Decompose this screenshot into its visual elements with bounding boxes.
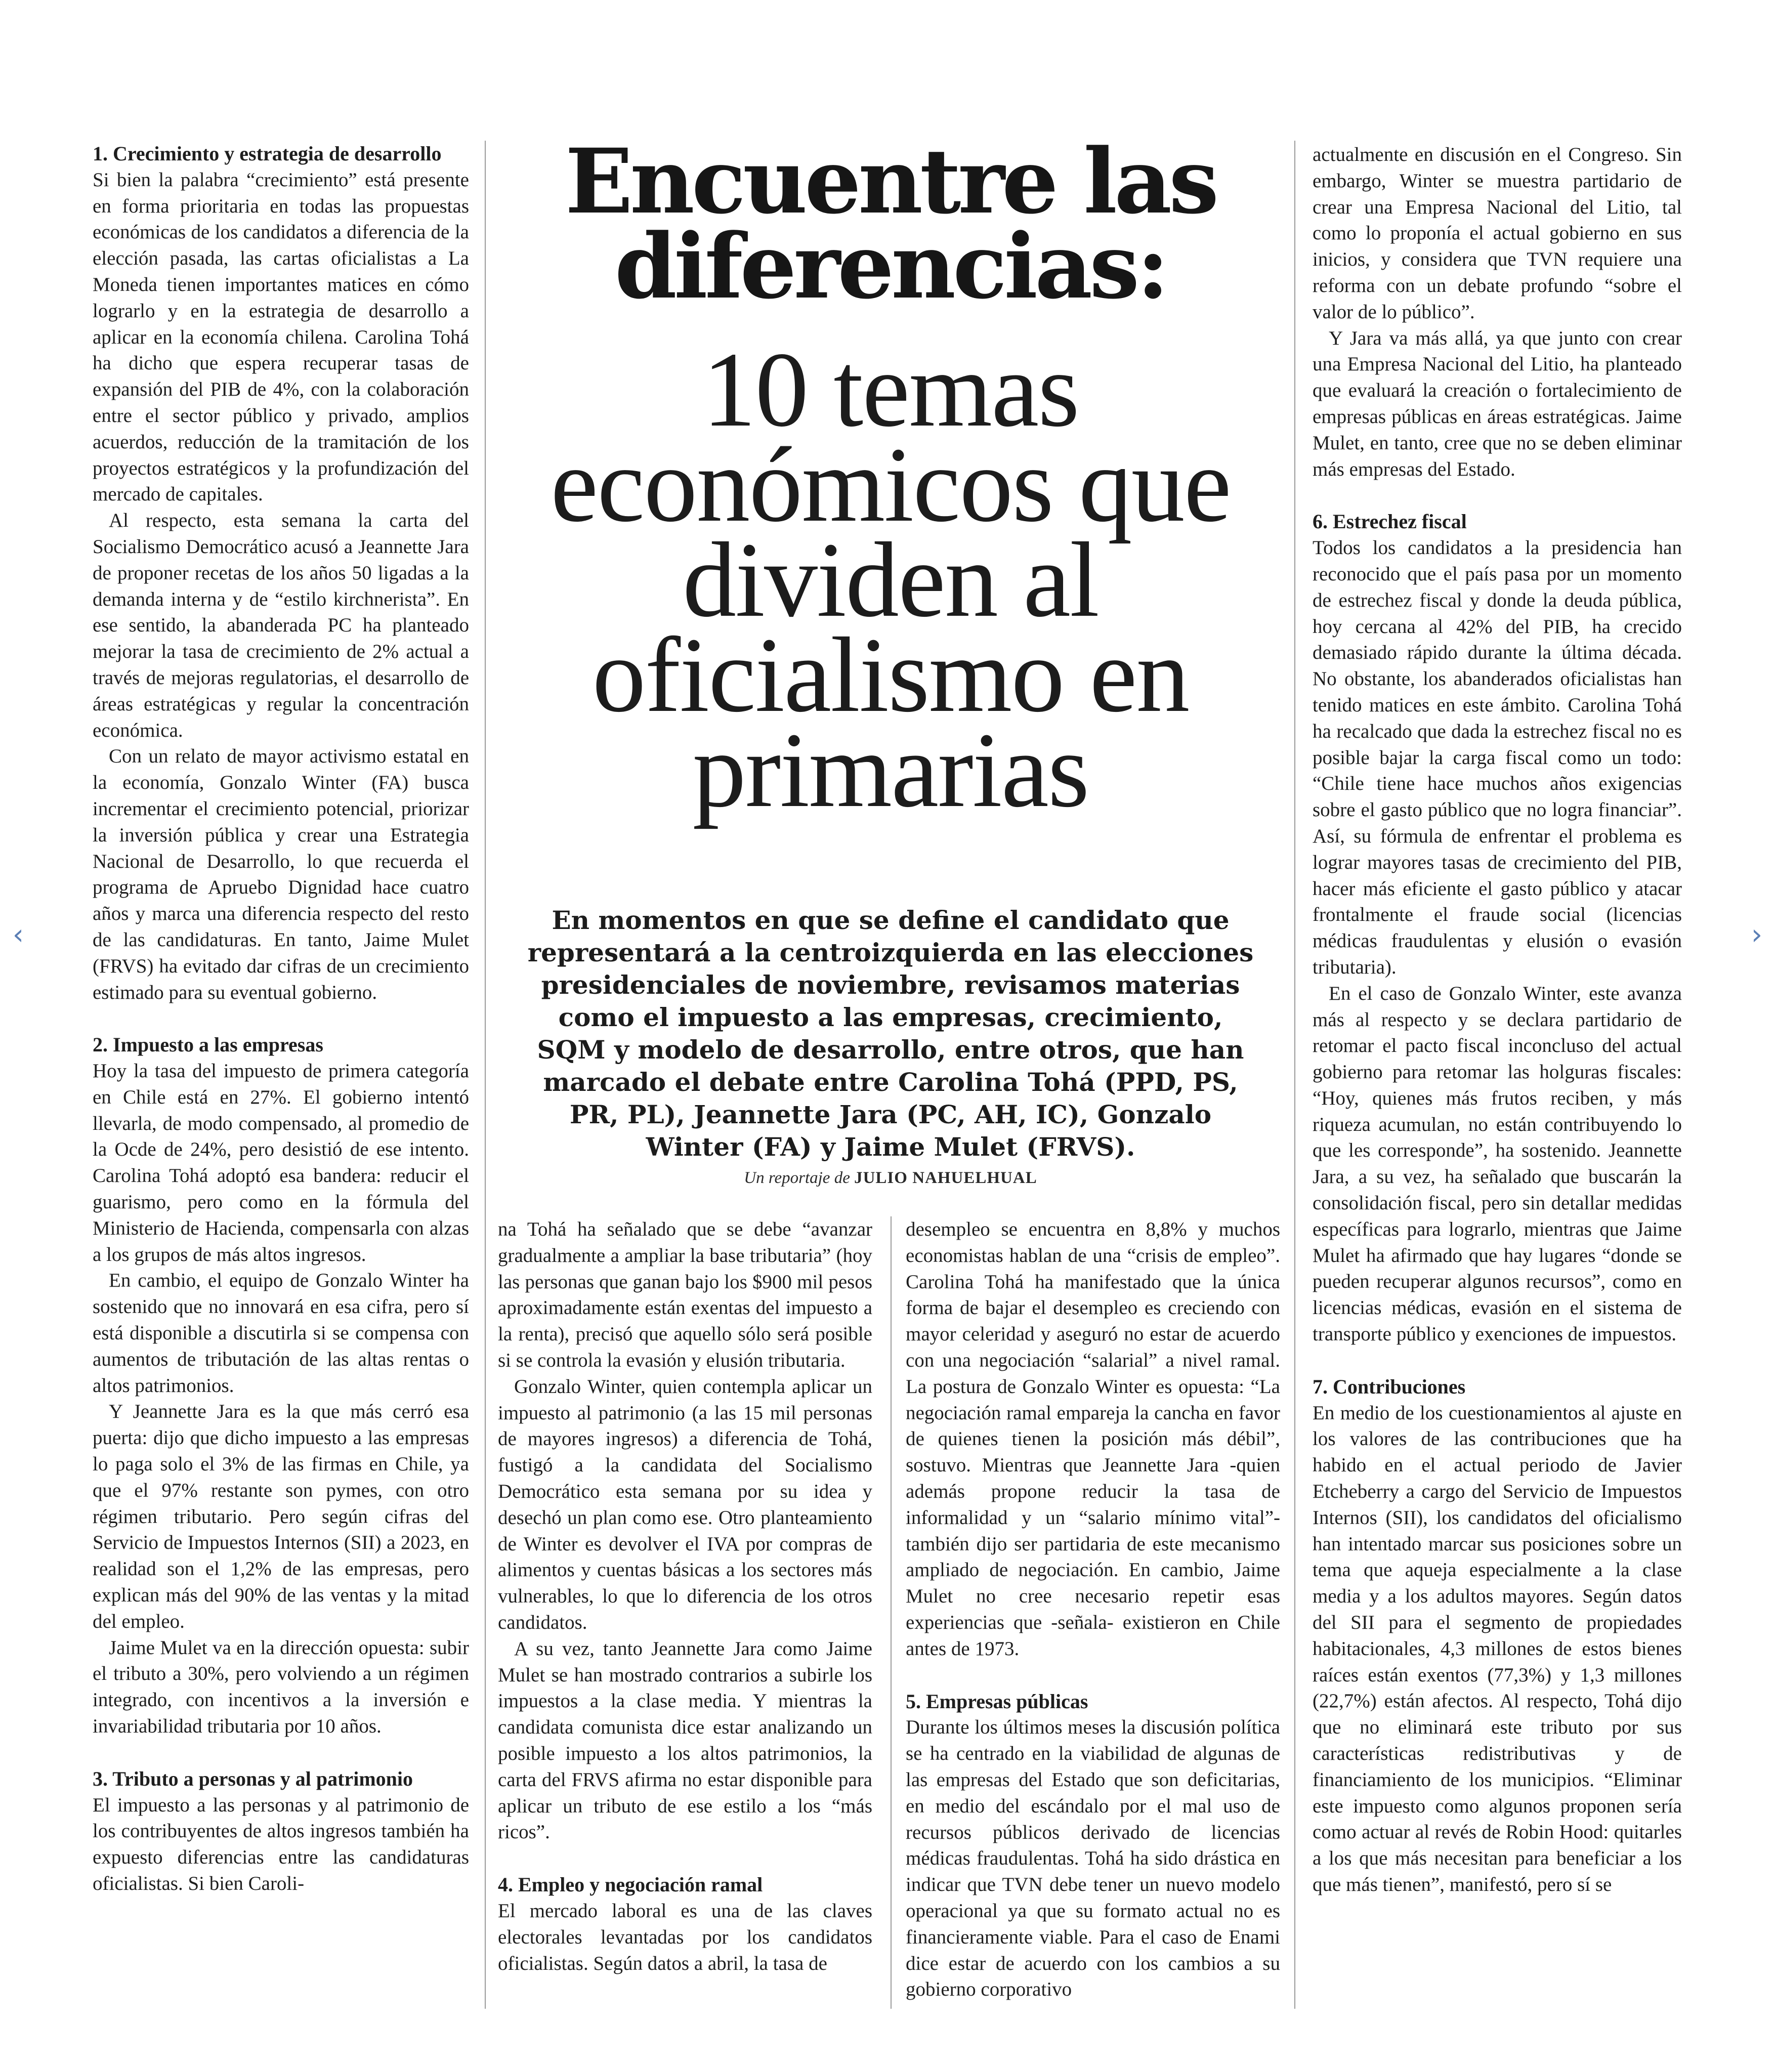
section-4-paragraph: desempleo se encuentra en 8,8% y muchos economistas hablan de una “crisis de empleo”. Carolina Tohá ha manifestado que la única forma de bajar el desempleo es creciendo con mayor celeridad y aseguró no estar de acuerdo con una negociación “salarial” a nivel ramal. La postura de Gonzalo Winter es opuesta: “La negociación ramal empareja la cancha en favor de quienes tienen la posición más débil”, sostuvo. Mientras que Jeannette Jara -quien además propone reducir la tasa de informalidad y un “salario mínimo vital”- también dijo ser partidaria de este mecanismo ampliado de negociación. En cambio, Jaime Mulet no cree necesario repetir esas experiencias que -señala- existieron en Chile antes de 1973. <box>906 1218 1280 1660</box>
article-column-2 <box>498 1216 872 2004</box>
byline-prefix: Un reportaje de <box>744 1169 850 1187</box>
section-4-paragraph: El mercado laboral es una de las claves electorales levantadas por los candidatos oficialistas. Según datos a abril, la tasa de <box>498 1899 872 1974</box>
next-page-chevron-icon[interactable]: › <box>1751 918 1763 951</box>
section-2-paragraph: Y Jeannette Jara es la que más cerró esa puerta: dijo que dicho impuesto a las empresas lo paga solo el 3% de las firmas en Chile, ya que el 97% restante son pymes, con otro régimen tributario. Pero según cifras del Servicio de Impuestos Internos (SII) a 2023, en realidad son el 1,2% de las empresas, pero explican más del 90% de las ventas y la mitad del empleo. <box>93 1401 469 1632</box>
section-6-paragraph: En el caso de Gonzalo Winter, este avanza más al respecto y se declara partidario de retomar el pacto fiscal inconcluso del actual gobierno para retomar las holguras fiscales: “Hoy, quienes más frutos reciben, y más riqueza acumulan, no están contribuyendo lo que les corresponde”, ha sostenido. Jeannette Jara, a su vez, ha señalado que buscarán la consolidación fiscal, pero sin detallar medidas específicas para lograrlo, mientras que Jaime Mulet ha afirmado que hay lugares “donde se pueden recuperar algunos recursos”, como en licencias médicas, evasión en el sistema de transporte público y exenciones de impuestos. <box>1313 982 1682 1345</box>
section-6-paragraph: Todos los candidatos a la presidencia han reconocido que el país pasa por un momento de estrechez fiscal y donde la deuda pública, hoy cercana al 42% del PIB, ha crecido demasiado rápido durante la última década. No obstante, los abanderados oficialistas han tenido matices en este ámbito. Carolina Tohá ha recalcado que dada la estrechez fiscal no es posible bajar la carga fiscal como un todo: “Chile tiene hace muchos años exigencias sobre el gasto público que no logra financiar”. Así, su fórmula de enfrentar el problema es lograr mayores tasas de crecimiento del PIB, hacer más eficiente el gasto público y atacar frontalmente el fraude social (licencias médicas fraudulentas y elusión o evasión tributaria). <box>1313 537 1682 978</box>
byline-author: JULIO NAHUELHUAL <box>854 1169 1037 1187</box>
column-rule-1 <box>485 141 486 2009</box>
section-3-paragraph: na Tohá ha señalado que se debe “avanzar gradualmente a ampliar la base tributaria” (hoy las personas que ganan bajo los $900 mil pesos aproximadamente están exentas del impuesto a la renta), precisó que aquello sólo será posible si se controla la evasión y elusión tributaria. <box>498 1218 872 1371</box>
article-column-1 <box>93 141 469 2003</box>
section-3-paragraph: Gonzalo Winter, quien contempla aplicar un impuesto al patrimonio (a las 15 mil personas de mayores ingresos) a diferencia de Tohá, fustigó a la candidata del Socialismo Democrático esta semana por su idea y desechó un plan como ese. Otro planteamiento de Winter es devolver el IVA por compras de alimentos y cuentas básicas a los sectores más vulnerables, lo que lo diferencia de los otros candidatos. <box>498 1375 872 1633</box>
column-rule-2 <box>891 1216 892 2009</box>
section-1-paragraph: Al respecto, esta semana la carta del Socialismo Democrático acusó a Jeannette Jara de proponer recetas de los años 50 ligadas a la demanda interna y de “estilo kirchnerista”. En ese sentido, la abanderada PC ha planteado mejorar la tasa de crecimiento de 2% actual a través de mejoras regulatorias, el desarrollo de áreas estratégicas y regular la concentración económica. <box>93 510 469 741</box>
section-2-paragraph: Jaime Mulet va en la dirección opuesta: subir el tributo a 30%, pero volviendo a un régimen integrado, con incentivos a la inversión e invariabilidad tributaria por 10 años. <box>93 1636 469 1738</box>
column-rule-3 <box>1294 141 1295 2009</box>
section-4-title: 4. Empleo y negociación ramal <box>498 1873 763 1896</box>
headline: Encuentre las diferencias: <box>565 129 1216 319</box>
section-3-paragraph: A su vez, tanto Jeannette Jara como Jaime Mulet se han mostrado contrarios a subirle los impuestos a la clase media. Y mientras la candidata comunista dice estar analizando un posible impuesto a los altos patrimonios, la carta del FRVS afirma no estar disponible para aplicar un tributo de ese estilo a los “más ricos”. <box>498 1637 872 1843</box>
section-1-title: 1. Crecimiento y estrategia de desarrollo <box>93 142 442 165</box>
section-6-title: 6. Estrechez fiscal <box>1313 510 1467 533</box>
byline <box>501 1167 1280 1189</box>
article-deck: En momentos en que se define el candidato que representará a la centroizquierda en las elecciones presidenciales de noviembre, revisamos materias como el impuesto a las empresas, crecimiento, SQM y modelo de desarrollo, entre otros, que han marcado el debate entre Carolina Tohá (PPD, PS, PR, PL), Jeannette Jara (PC, AH, IC), Gonzalo Winter (FA) y Jaime Mulet (FRVS). <box>527 905 1254 1162</box>
section-5-paragraph: Durante los últimos meses la discusión política se ha centrado en la viabilidad de algunas de las empresas del Estado que son deficitarias, en medio del escándalo por el mal uso de recursos públicos derivado de licencias médicas fraudulentas. Tohá ha sido drástica en indicar que TVN debe tener un nuevo modelo operacional ya que su formato actual no es financieramente viable. Para el caso de Enami dice estar de acuerdo con los cambios a su gobierno corporativo <box>906 1716 1280 2001</box>
section-1-paragraph: Con un relato de mayor activismo estatal en la economía, Gonzalo Winter (FA) busca incrementar el crecimiento potencial, priorizar la inversión pública y crear una Estrategia Nacional de Desarrollo, lo que recuerda el programa de Apruebo Dignidad hace cuatro años y marca una diferencia respecto del resto de las candidaturas. En tanto, Jaime Mulet (FRVS) ha evitado dar cifras de un crecimiento estimado para su eventual gobierno. <box>93 745 469 1003</box>
section-2-paragraph: En cambio, el equipo de Gonzalo Winter ha sostenido que no innovará en esa cifra, pero sí está disponible a discutirla si se compensa con aumentos de tributación de las altas rentas o altos patrimonios. <box>93 1270 469 1397</box>
section-2-paragraph: Hoy la tasa del impuesto de primera categoría en Chile está en 27%. El gobierno intentó llevarla, de modo compensado, al promedio de la Ocde de 24%, pero desistió de ese intento. Carolina Tohá adoptó esa bandera: reducir el guarismo, pero como en la fórmula del Ministerio de Hacienda, compensarla con alzas a los grupos de más altos ingresos. <box>93 1060 469 1265</box>
article-column-3 <box>906 1216 1280 2004</box>
section-7-paragraph: En medio de los cuestionamientos al ajuste en los valores de las contribuciones que ha habido en el actual periodo de Javier Etcheberry a cargo del Servicio de Impuestos Internos (SII), los candidatos del oficialismo han intentado marcar sus posiciones sobre un tema que aqueja especialmente a la clase media y a los adultos mayores. Según datos del SII para el segmento de propiedades habitacionales, 4,3 millones de estos bienes raíces están exentos (77,3%) y 1,3 millones (22,7%) están afectos. Al respecto, Tohá dijo que no eliminará este tributo por sus características redistributivas y de financiamiento de los municipios. “Eliminar este impuesto como algunos proponen sería como actuar al revés de Robin Hood: quitarles a los que más necesitan para beneficiar a los que más tienen”, manifestó, pero sí se <box>1313 1402 1682 1895</box>
prev-page-chevron-icon[interactable]: ‹ <box>12 918 24 951</box>
section-3-paragraph: El impuesto a las personas y al patrimonio de los contribuyentes de altos ingresos también ha expuesto diferencias entre las candidaturas oficialistas. Si bien Caroli- <box>93 1794 469 1894</box>
section-3-title: 3. Tributo a personas y al patrimonio <box>93 1767 413 1790</box>
section-7-title: 7. Contribuciones <box>1313 1375 1466 1398</box>
article-column-4 <box>1313 142 1682 2004</box>
section-5-paragraph: Y Jara va más allá, ya que junto con crear una Empresa Nacional del Litio, ha planteado que evaluará la creación o fortalecimiento de empresas públicas en áreas estratégicas. Jaime Mulet, en tanto, cree que no se deben eliminar más empresas del Estado. <box>1313 327 1682 480</box>
section-1-paragraph: Si bien la palabra “crecimiento” está presente en forma prioritaria en todas las propuestas económicas de los candidatos a diferencia de la elección pasada, las cartas oficialistas a La Moneda tienen importantes matices en cómo lograrlo y en la estrategia de desarrollo a aplicar en la economía chilena. Carolina Tohá ha dicho que espera recuperar tasas de expansión del PIB de 4%, con la colaboración entre el sector público y privado, amplios acuerdos, reducción de la tramitación de los proyectos estratégicos y la profundización del mercado de capitales. <box>93 168 469 505</box>
subheadline: 10 temas económicos que dividen al oficialismo en primarias <box>551 330 1231 829</box>
section-5-paragraph: actualmente en discusión en el Congreso. Sin embargo, Winter se muestra partidario de crear una Empresa Nacional del Litio, tal como lo proponía el actual gobierno en sus inicios, y considera que TVN requiere una reforma con un debate profundo “sobre el valor de lo público”. <box>1313 144 1682 323</box>
section-5-title: 5. Empresas públicas <box>906 1689 1088 1713</box>
section-2-title: 2. Impuesto a las empresas <box>93 1033 323 1056</box>
